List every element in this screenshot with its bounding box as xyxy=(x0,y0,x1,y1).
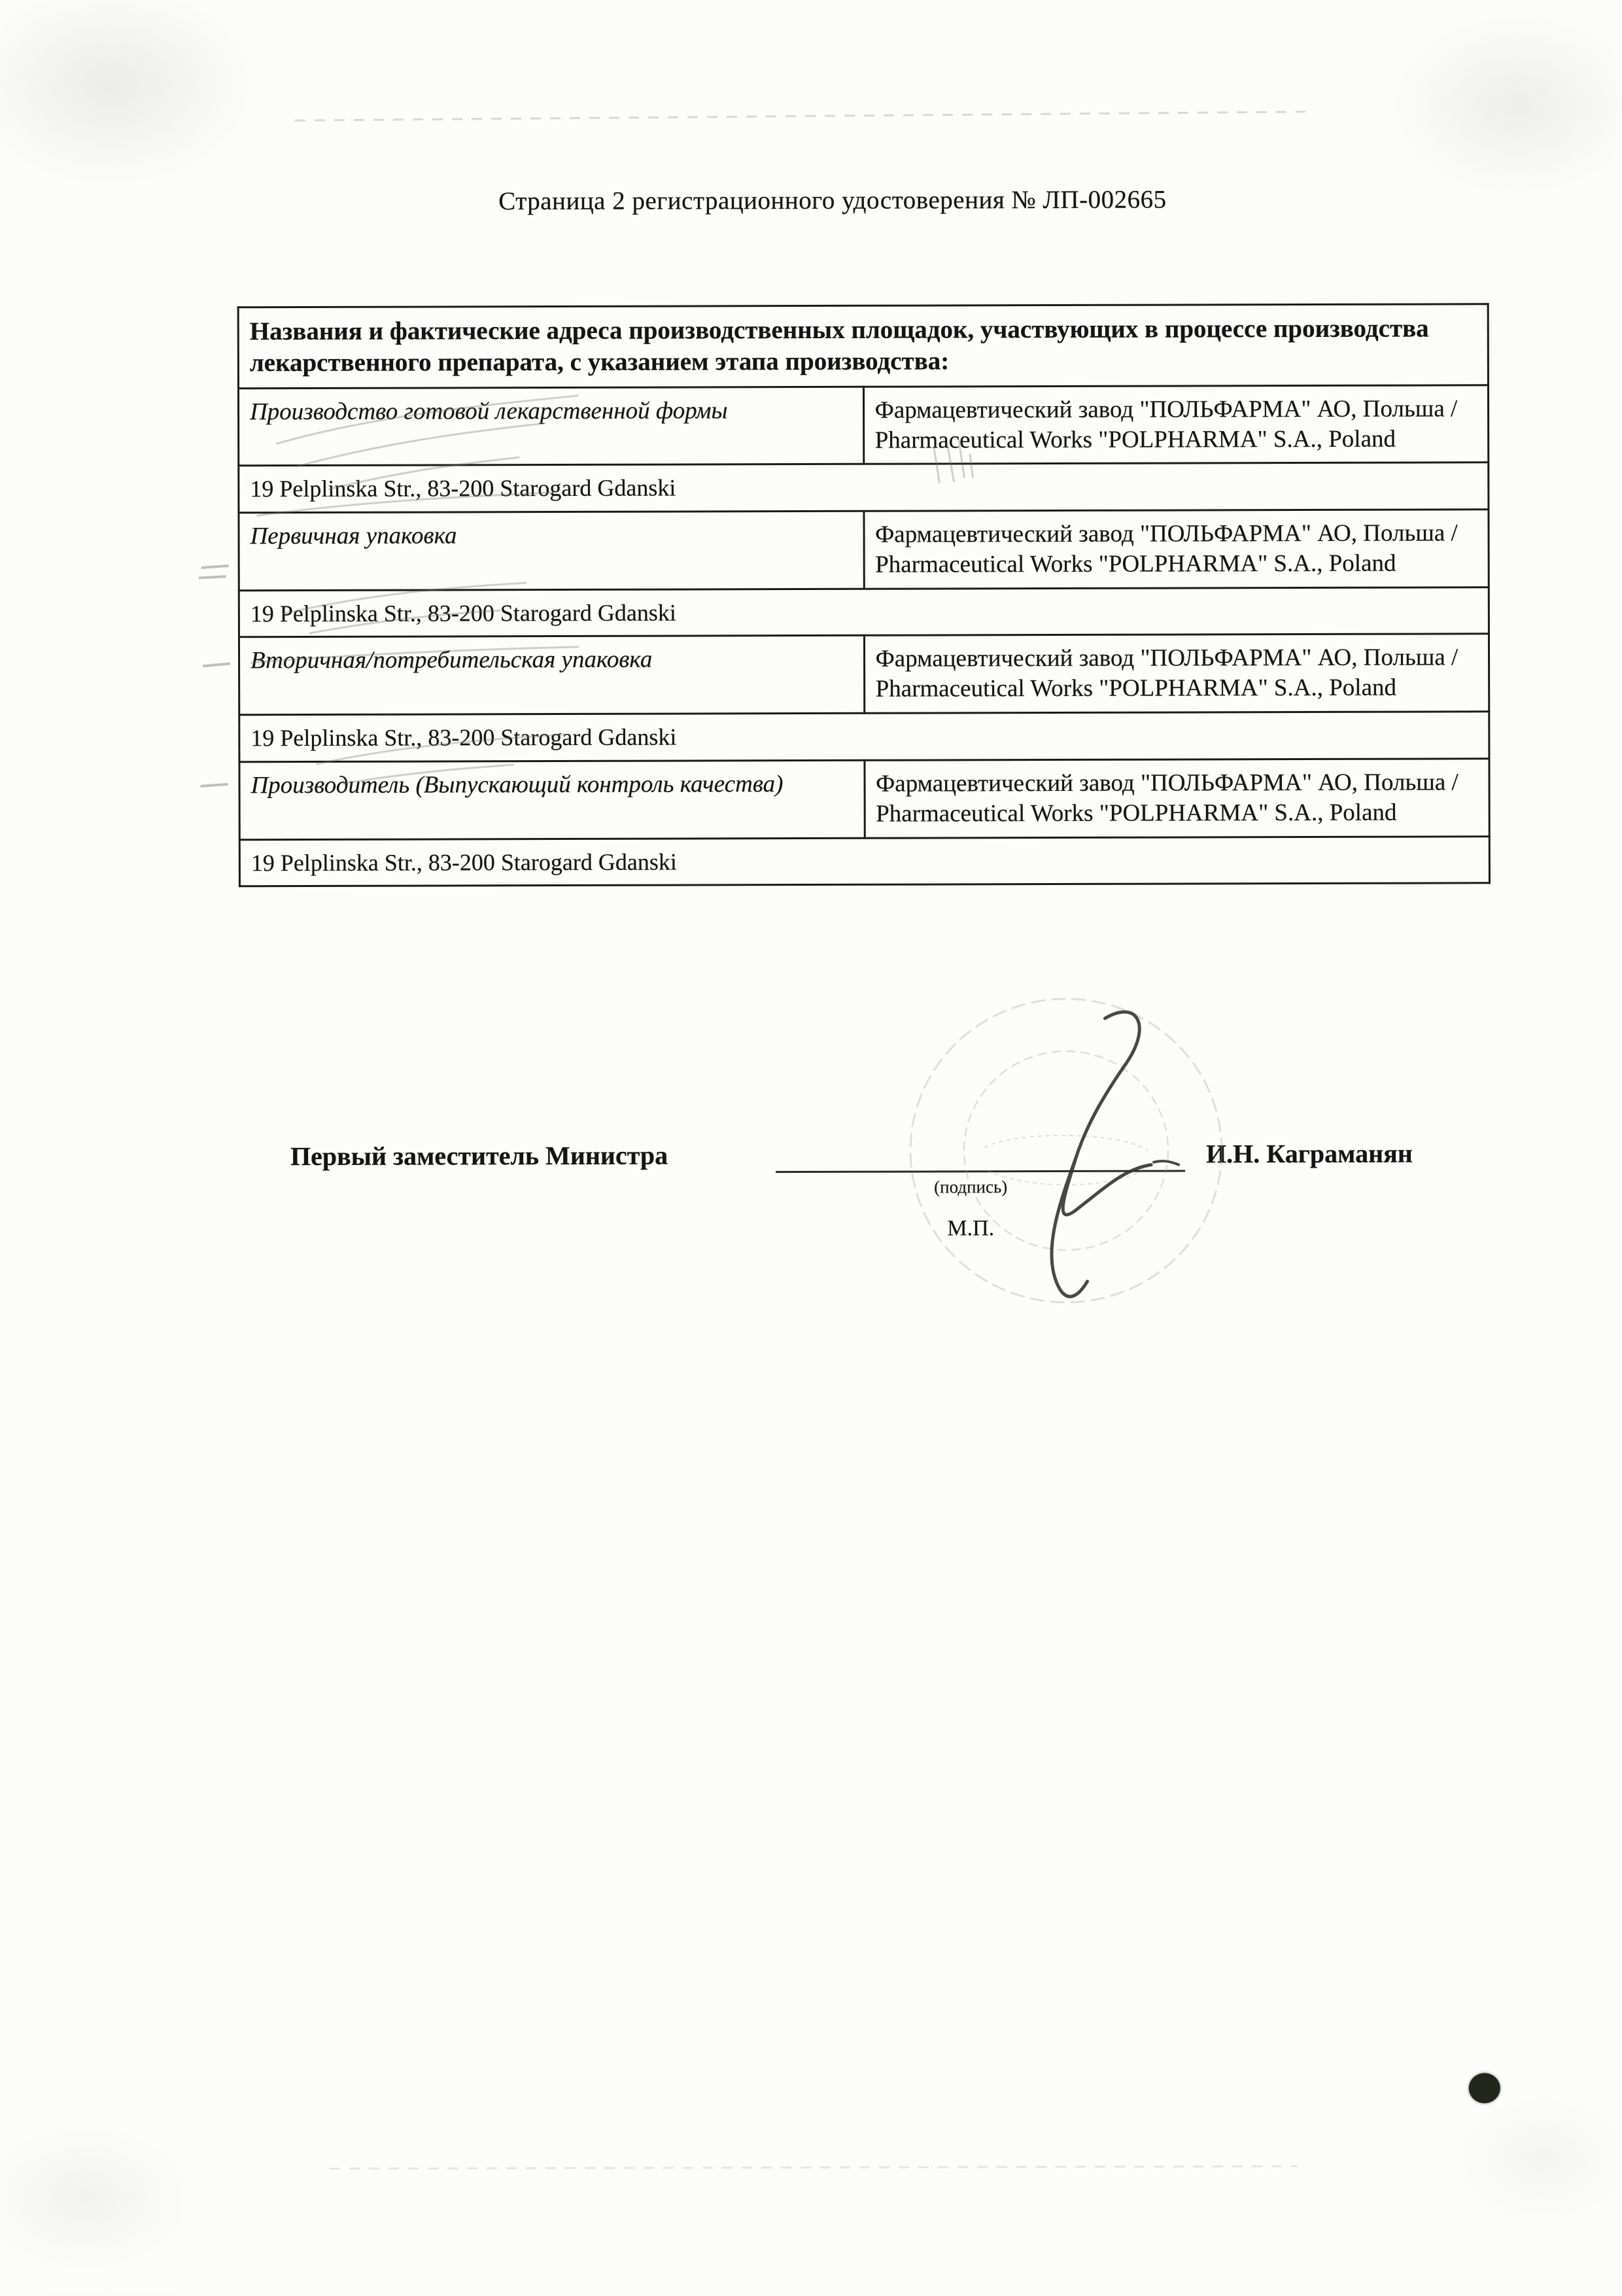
stage-cell: Первичная упаковка xyxy=(239,511,864,590)
address-cell: 19 Pelplinska Str., 83-200 Starogard Gdanski xyxy=(239,712,1489,762)
address-cell: 19 Pelplinska Str., 83-200 Starogard Gdanski xyxy=(239,462,1489,513)
table-row xyxy=(239,712,1489,762)
signature-caption: (подпись) xyxy=(934,1177,1008,1197)
signature-scribble xyxy=(1051,1012,1179,1296)
margin-mark xyxy=(201,565,229,569)
table-row xyxy=(239,836,1489,886)
stage-cell: Вторичная/потребительская упаковка xyxy=(239,636,864,715)
stage-cell: Производитель (Выпускающий контроль качества) xyxy=(239,760,865,839)
table-row xyxy=(239,759,1489,840)
seal-mark: М.П. xyxy=(947,1216,995,1241)
production-sites-table xyxy=(237,303,1491,887)
margin-mark xyxy=(200,783,228,788)
page-title: Страница 2 регистрационного удостоверения № ЛП-002665 xyxy=(498,185,1167,216)
margin-mark xyxy=(199,575,226,579)
manufacturer-cell: Фармацевтический завод "ПОЛЬФАРМА" АО, Польша / Pharmaceutical Works "POLPHARMA" S.A., Poland xyxy=(864,634,1489,713)
table-title-row xyxy=(238,304,1488,389)
ink-blot xyxy=(1469,2073,1500,2103)
minister-title: Первый заместитель Министра xyxy=(290,1140,668,1172)
table-row xyxy=(239,634,1489,715)
signatory-name: И.Н. Каграманян xyxy=(1205,1138,1413,1169)
margin-mark xyxy=(203,663,230,668)
table-row xyxy=(239,587,1489,638)
signature-line xyxy=(776,1170,1185,1174)
table-row xyxy=(239,462,1489,513)
manufacturer-cell: Фармацевтический завод "ПОЛЬФАРМА" АО, Польша / Pharmaceutical Works "POLPHARMA" S.A., Poland xyxy=(863,510,1489,589)
stamp-imprint xyxy=(910,998,1222,1302)
table-row xyxy=(239,510,1489,591)
stage-cell: Производство готовой лекарственной формы xyxy=(238,387,863,466)
manufacturer-cell: Фармацевтический завод "ПОЛЬФАРМА" АО, Польша / Pharmaceutical Works "POLPHARMA" S.A., Poland xyxy=(863,385,1489,464)
scan-artifact-bottom xyxy=(330,2165,1298,2170)
scan-artifact-top xyxy=(295,111,1305,121)
signature-stamp-overlay xyxy=(843,993,1249,1321)
address-cell: 19 Pelplinska Str., 83-200 Starogard Gdanski xyxy=(239,836,1489,886)
manufacturer-cell: Фармацевтический завод "ПОЛЬФАРМА" АО, Польша / Pharmaceutical Works "POLPHARMA" S.A., Poland xyxy=(864,759,1489,838)
address-cell: 19 Pelplinska Str., 83-200 Starogard Gdanski xyxy=(239,587,1489,638)
table-title: Названия и фактические адреса производственных площадок, участвующих в процессе производства лекарственного препарата, с указанием этапа производства: xyxy=(238,304,1488,389)
table-row xyxy=(238,385,1488,466)
